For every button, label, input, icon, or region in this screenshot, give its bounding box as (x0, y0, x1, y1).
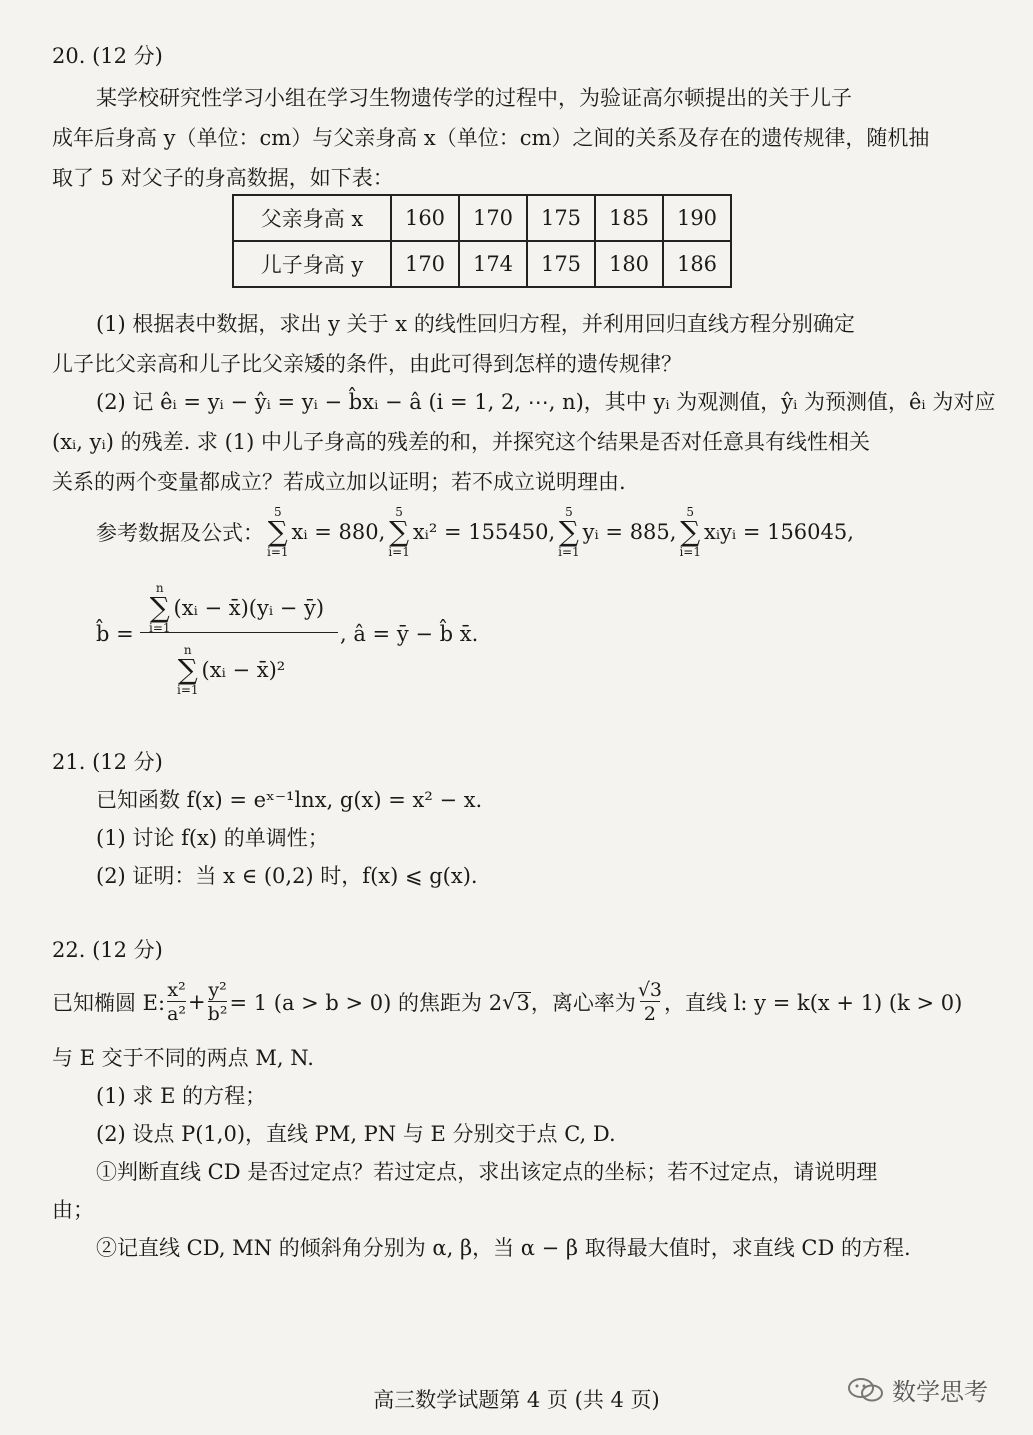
fraction-x2-a2 (167, 979, 186, 1025)
fraction-sqrt3-2 (638, 979, 662, 1025)
table-cell: 160 (391, 195, 459, 241)
wechat-icon (846, 1376, 886, 1404)
q20-part2-line-3: 关系的两个变量都成立？若成立加以证明；若不成立说明理由. (52, 470, 626, 494)
watermark-text: 数学思考 (892, 1378, 988, 1406)
q20-part2-line-1: (2) 记 êᵢ = yᵢ − ŷᵢ = yᵢ − b̂xᵢ − â (i = 1, 2, ⋯, n)，其中 yᵢ 为观测值，ŷᵢ 为预测值，êᵢ 为对应 (96, 390, 996, 414)
summation-sign: 5 ∑ i=1 (388, 505, 410, 559)
row-label-son: 儿子身高 y (233, 241, 391, 287)
fraction-denominator: 2 (640, 1001, 660, 1025)
fraction-numerator: y² (208, 979, 227, 1001)
fraction-y2-b2 (208, 979, 228, 1025)
q20-part1-line-1: (1) 根据表中数据，求出 y 关于 x 的线性回归方程，并利用回归直线方程分别确定 (96, 312, 855, 336)
table-cell: 185 (595, 195, 663, 241)
q21-given: 已知函数 f(x) = eˣ⁻¹lnx, g(x) = x² − x. (96, 788, 483, 812)
q22-given-line-1 (52, 972, 962, 1032)
table-cell: 180 (595, 241, 663, 287)
eccentricity-text: ，离心率为 (530, 991, 636, 1015)
sqrt-radicand: 3 (516, 990, 530, 1015)
table-row-son (233, 241, 731, 287)
q20-intro-line-2: 成年后身高 y（单位：cm）与父亲身高 x（单位：cm）之间的关系及存在的遗传规律，随机抽 (52, 126, 930, 150)
q20-intro-line-3: 取了 5 对父子的身高数据，如下表： (52, 166, 394, 190)
denominator-expression: (xᵢ − x̄)² (201, 658, 286, 682)
summation-sign: 5 ∑ i=1 (679, 505, 701, 559)
q22-part2: (2) 设点 P(1,0)，直线 PM, PN 与 E 分别交于点 C, D. (96, 1122, 616, 1146)
table-cell: 170 (391, 241, 459, 287)
numerator-expression: (xᵢ − x̄)(yᵢ − ȳ) (173, 596, 325, 620)
sqrt-symbol: √ (502, 990, 516, 1014)
a-hat-formula: , â = ȳ − b̂ x̄. (340, 622, 479, 646)
fraction-numerator: √3 (637, 979, 663, 1001)
q20-header: 20. (12 分) (52, 44, 163, 68)
q22-part1: (1) 求 E 的方程； (96, 1084, 267, 1108)
table-cell: 175 (527, 241, 595, 287)
ellipse-label: 已知椭圆 E: (52, 991, 166, 1015)
line-equation-text: ，直线 l: y = k(x + 1) (k > 0) (664, 991, 963, 1015)
b-hat-denominator (174, 644, 285, 696)
reference-data-line (96, 506, 854, 558)
height-data-table (232, 194, 732, 288)
fraction-denominator: b² (207, 1003, 228, 1025)
q20-intro-line-1: 某学校研究性学习小组在学习生物遗传学的过程中，为验证高尔顿提出的关于儿子 (96, 86, 852, 110)
table-cell: 186 (663, 241, 731, 287)
q20-part2-line-2: (xᵢ, yᵢ) 的残差. 求 (1) 中儿子身高的残差的和，并探究这个结果是否对任意具有线性相关 (52, 430, 871, 454)
sum-x: xᵢ = 880, (291, 520, 386, 544)
q21-part2: (2) 证明：当 x ∈ (0,2) 时，f(x) ⩽ g(x). (96, 864, 478, 888)
q22-given-line-2: 与 E 交于不同的两点 M, N. (52, 1046, 314, 1070)
reference-label: 参考数据及公式： (96, 521, 264, 545)
q22-sub2: ②记直线 CD, MN 的倾斜角分别为 α, β，当 α − β 取得最大值时，求直线 CD 的方程. (96, 1236, 911, 1260)
table-cell: 170 (459, 195, 527, 241)
summation-sign: 5 ∑ i=1 (558, 505, 580, 559)
b-hat-label: b̂ = (96, 622, 134, 646)
b-hat-numerator (146, 582, 324, 634)
table-cell: 190 (663, 195, 731, 241)
summation-sign: 5 ∑ i=1 (267, 505, 289, 559)
fraction-bar (140, 632, 338, 633)
sum-y: yᵢ = 885, (582, 520, 677, 544)
focal-distance-text: = 1 (a > b > 0) 的焦距为 2 (229, 991, 503, 1015)
q20-part1-line-2: 儿子比父亲高和儿子比父亲矮的条件，由此可得到怎样的遗传规律？ (52, 352, 682, 376)
page-footer: 高三数学试题第 4 页 (共 4 页) (373, 1388, 660, 1412)
row-label-father: 父亲身高 x (233, 195, 391, 241)
summation-sign: n ∑ i=1 (177, 643, 199, 697)
summation-sign: n ∑ i=1 (149, 581, 171, 635)
plus-sign: + (188, 990, 206, 1014)
table-row-father (233, 195, 731, 241)
q22-sub1-line-1: ①判断直线 CD 是否过定点？若过定点，求出该定点的坐标；若不过定点，请说明理 (96, 1160, 878, 1184)
fraction-numerator: x² (167, 979, 186, 1001)
sum-x-squared: xᵢ² = 155450, (412, 520, 556, 544)
sum-xy: xᵢyᵢ = 156045, (703, 520, 854, 544)
table-cell: 175 (527, 195, 595, 241)
q22-header: 22. (12 分) (52, 938, 163, 962)
q22-sub1-line-2: 由； (52, 1198, 94, 1222)
table-cell: 174 (459, 241, 527, 287)
q21-header: 21. (12 分) (52, 750, 163, 774)
watermark (846, 1372, 988, 1407)
q21-part1: (1) 讨论 f(x) 的单调性； (96, 826, 329, 850)
fraction-denominator: a² (167, 1003, 187, 1025)
